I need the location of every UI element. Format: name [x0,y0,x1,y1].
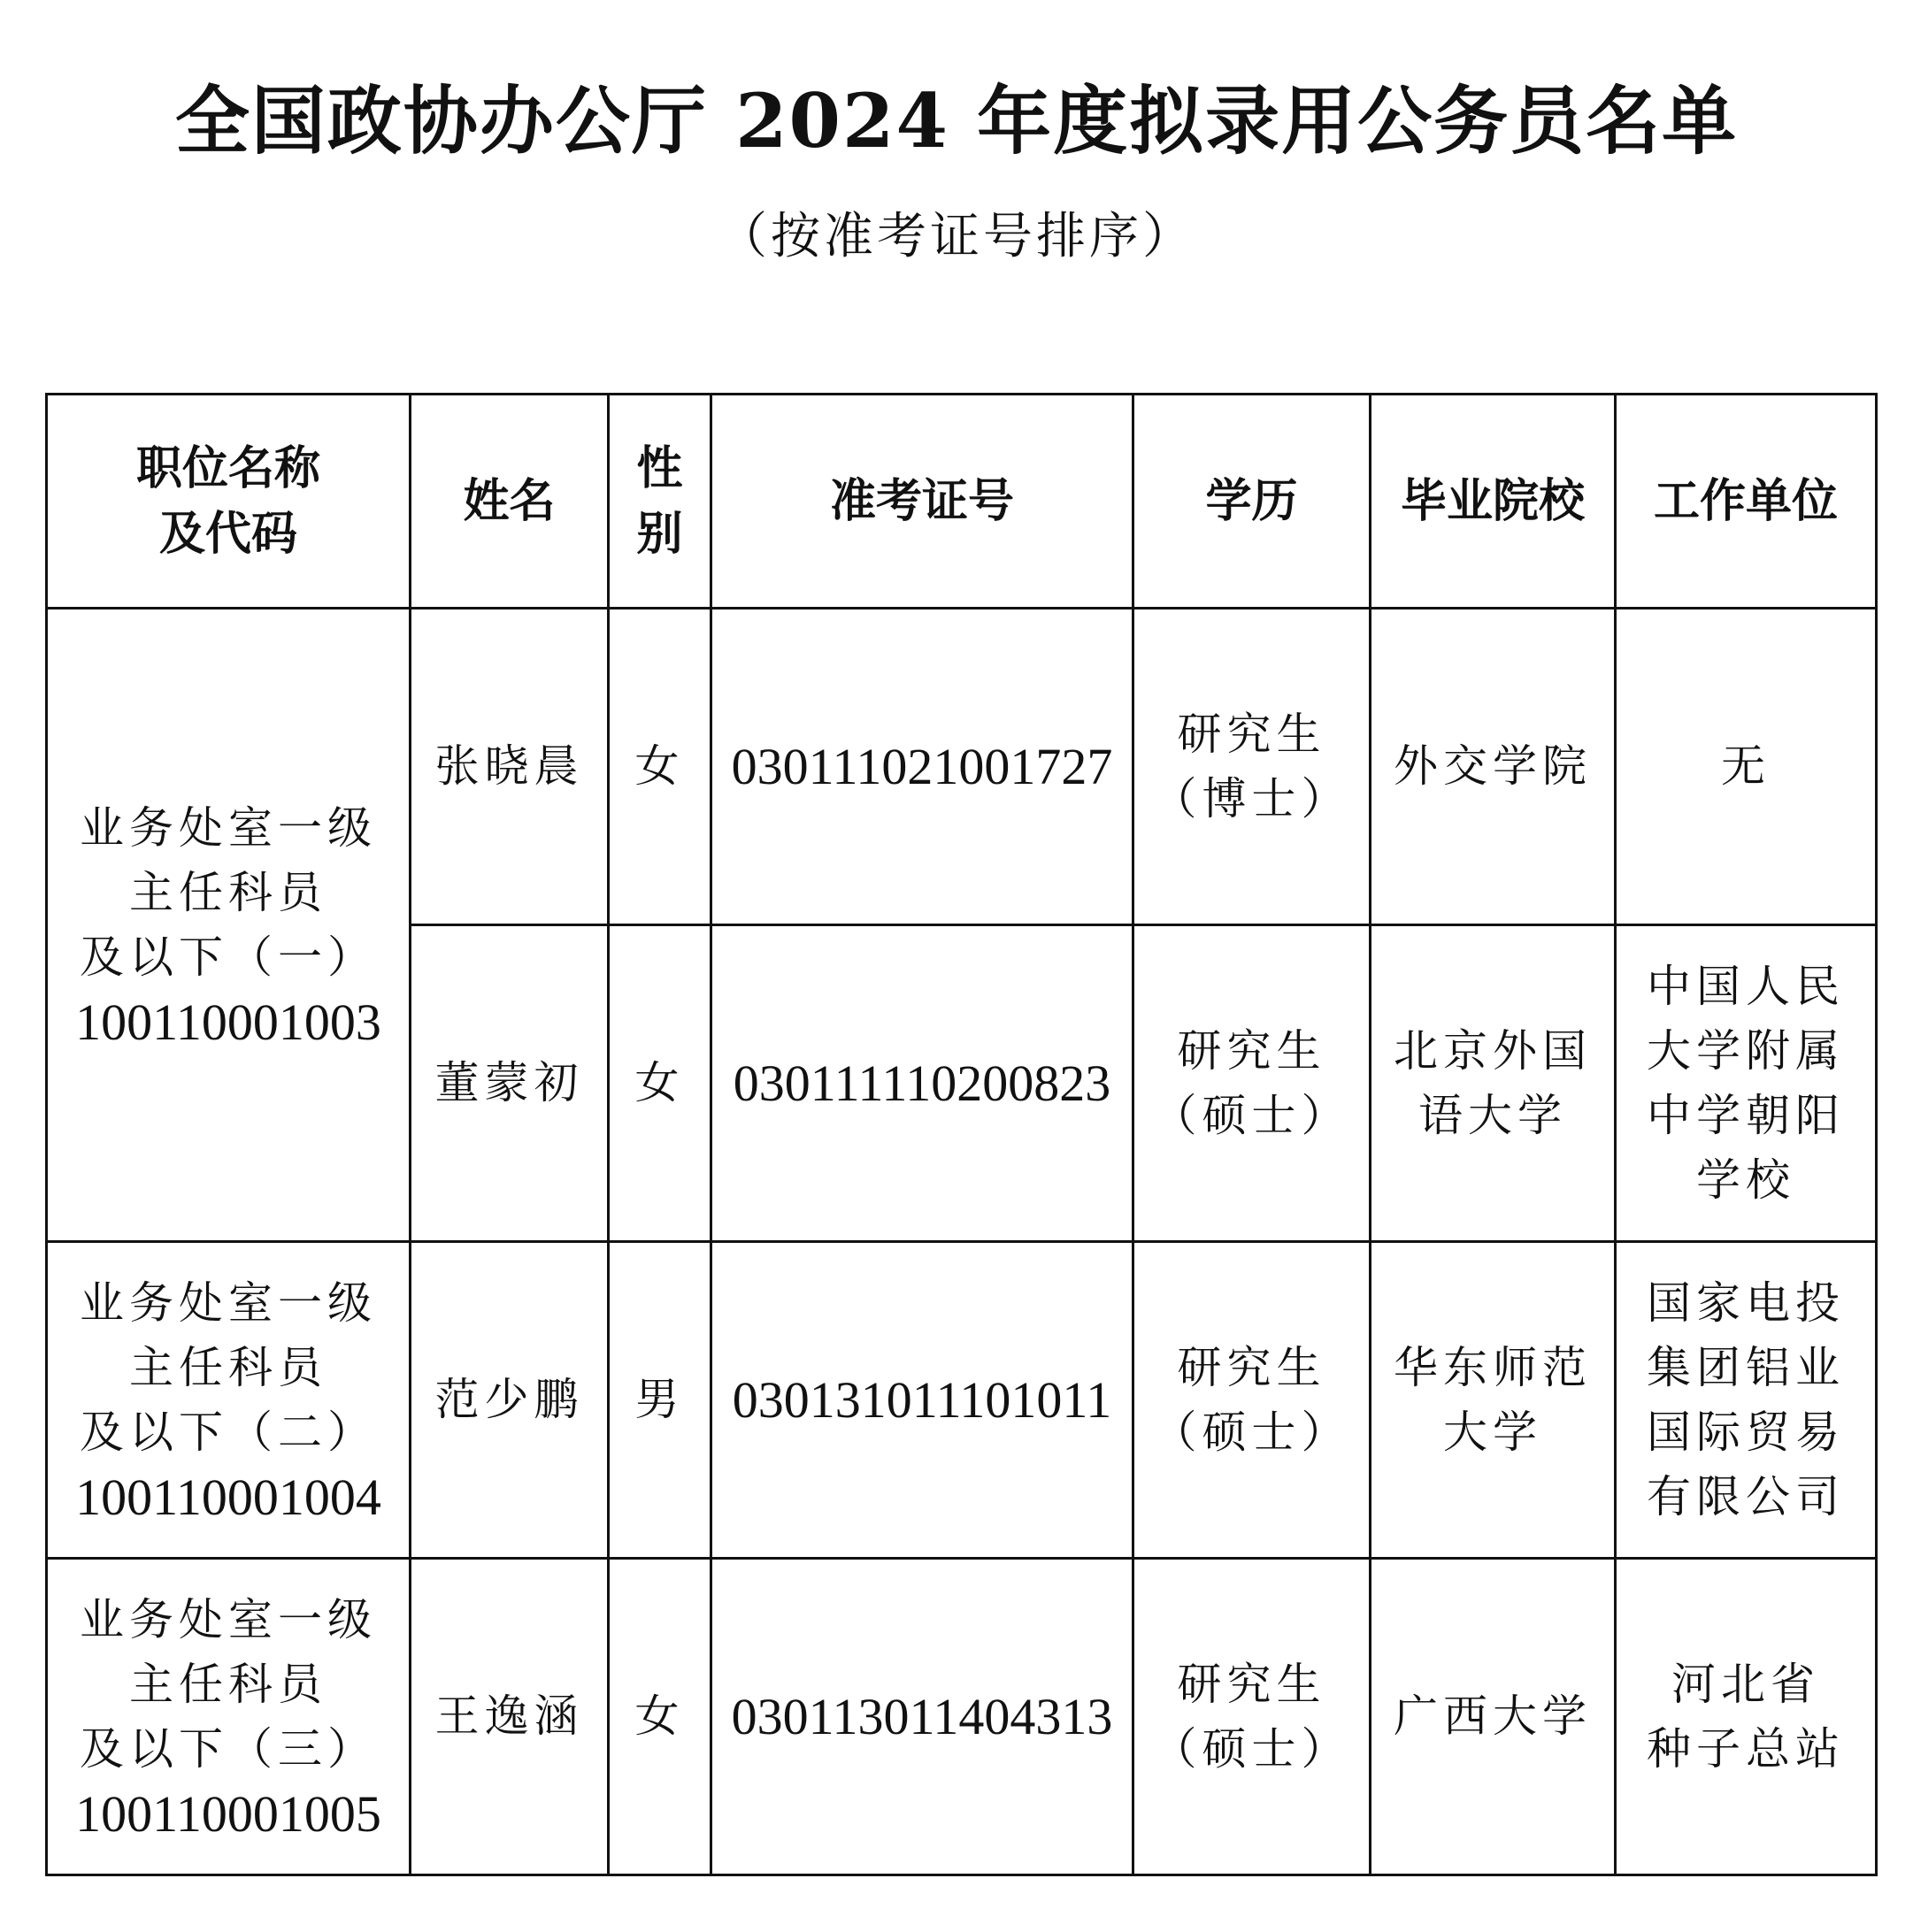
gender-cell: 女 [609,1559,711,1875]
school-cell: 华东师范 大学 [1371,1242,1616,1559]
employer-cell: 中国人民 大学附属 中学朝阳 学校 [1616,925,1877,1242]
employer-cell: 无 [1616,609,1877,925]
candidate-table [45,393,1878,1876]
gender-cell: 男 [609,1242,711,1559]
employer-cell: 国家电投 集团铝业 国际贸易 有限公司 [1616,1242,1877,1559]
employer-cell: 河北省 种子总站 [1616,1559,1877,1875]
name-cell: 董蒙初 [411,925,609,1242]
position-code: 100110001003 [75,993,381,1051]
education-cell: 研究生 （硕士） [1133,925,1371,1242]
school-cell: 广西大学 [1371,1559,1616,1875]
table-row [47,1559,1877,1875]
school-cell: 北京外国 语大学 [1371,925,1616,1242]
document-title: 全国政协办公厅 2024 年度拟录用公务员名单 [174,77,1739,165]
header-education: 学历 [1133,395,1371,609]
name-cell: 王逸涵 [411,1559,609,1875]
name-cell: 范少鹏 [411,1242,609,1559]
exam-id-cell: 030131011101011 [711,1242,1133,1559]
education-cell: 研究生 （博士） [1133,609,1371,925]
education-cell: 研究生 （硕士） [1133,1559,1371,1875]
name-cell: 张晓晨 [411,609,609,925]
header-gender: 性 别 [609,395,711,609]
position-cell: 业务处室一级 主任科员 及以下（三） 100110001005 [47,1559,411,1875]
document-subtitle: （按准考证号排序） [718,208,1195,265]
header-exam-id: 准考证号 [711,395,1133,609]
exam-id-cell: 030111110200823 [711,925,1133,1242]
position-code: 100110001004 [75,1468,381,1526]
gender-cell: 女 [609,609,711,925]
exam-id-cell: 030111021001727 [711,609,1133,925]
position-code: 100110001005 [75,1784,381,1843]
school-cell: 外交学院 [1371,609,1616,925]
header-school: 毕业院校 [1371,395,1616,609]
table-row [47,609,1877,925]
header-position: 职位名称 及代码 [47,395,411,609]
exam-id-cell: 030113011404313 [711,1559,1133,1875]
position-cell: 业务处室一级 主任科员 及以下（二） 100110001004 [47,1242,411,1559]
header-employer: 工作单位 [1616,395,1877,609]
position-cell: 业务处室一级 主任科员 及以下（一） 100110001003 [47,609,411,1242]
table-row [47,1242,1877,1559]
header-name: 姓名 [411,395,609,609]
table-header-row [47,395,1877,609]
gender-cell: 女 [609,925,711,1242]
education-cell: 研究生 （硕士） [1133,1242,1371,1559]
